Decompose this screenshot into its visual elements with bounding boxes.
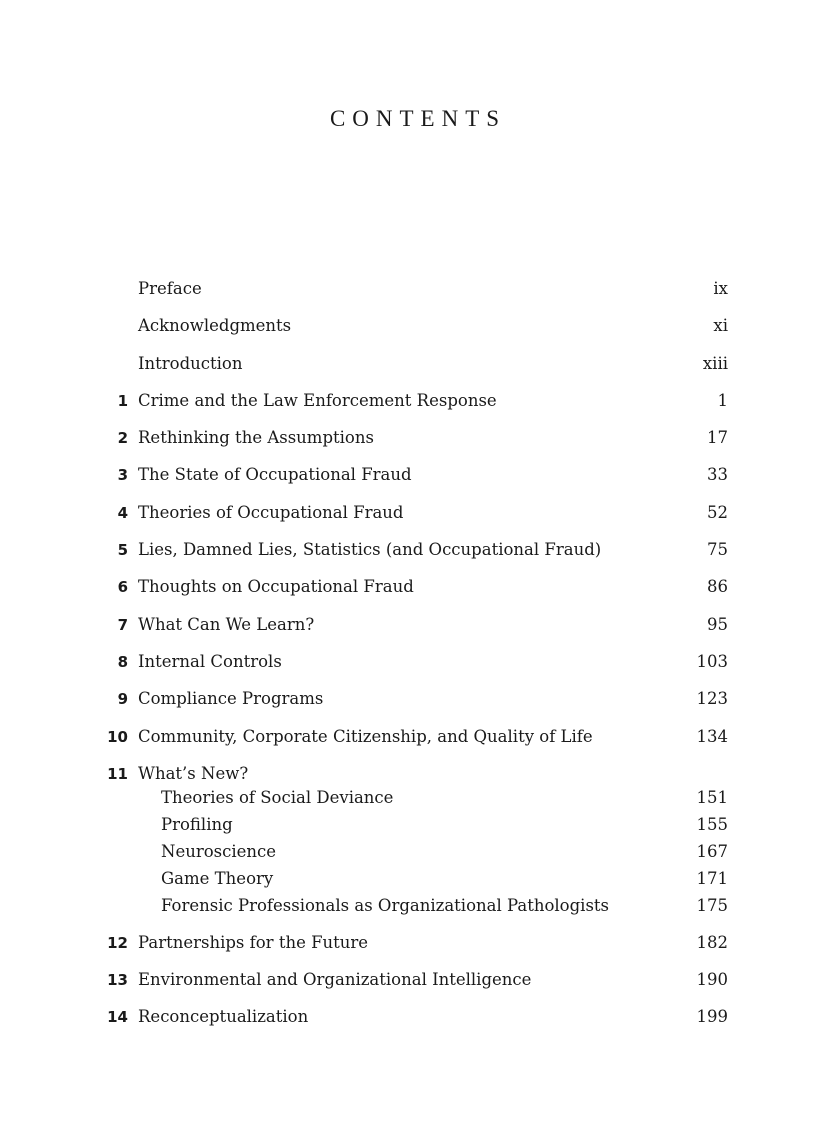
chapter-title: Partnerships for the Future (138, 932, 369, 952)
toc-entry-preface[interactable] (104, 277, 728, 314)
section-title: Forensic Professionals as Organizational Pathologists (161, 895, 610, 915)
chapter-title: Compliance Programs (138, 689, 324, 709)
entry-page-number: 151 (696, 787, 728, 807)
section-title: Theories of Social Deviance (161, 787, 394, 807)
toc-entry-acknowledgments[interactable] (104, 314, 728, 351)
toc-entry-chapter-10[interactable] (104, 725, 728, 762)
entry-page-number: 103 (696, 651, 728, 671)
section-title: Game Theory (161, 868, 274, 888)
toc-subentry[interactable] (104, 867, 728, 894)
toc-entry-chapter-6[interactable] (104, 575, 728, 612)
toc-subentry[interactable] (104, 786, 728, 813)
chapter-title: Internal Controls (138, 651, 282, 671)
chapter-title: Lies, Damned Lies, Statistics (and Occupational Fraud) (138, 540, 602, 560)
entry-page-number: 1 (717, 390, 728, 410)
entry-title: Preface (138, 279, 202, 298)
toc-subentry[interactable] (104, 813, 728, 840)
toc-entry-chapter-8[interactable] (104, 650, 728, 687)
entry-page-number: 75 (707, 540, 728, 560)
chapter-number: 8 (117, 652, 128, 671)
chapter-number: 13 (107, 971, 128, 990)
chapter-number: 12 (107, 933, 128, 952)
toc-subentry[interactable] (104, 840, 728, 867)
entry-page-number: 86 (707, 577, 728, 597)
toc-entry-chapter-13[interactable] (104, 968, 728, 1005)
chapter-number: 11 (107, 764, 128, 783)
entry-page-number: 134 (696, 726, 728, 746)
chapter-title: Reconceptualization (138, 1007, 309, 1027)
entry-page-number: 33 (707, 465, 728, 485)
toc-entry-chapter-5[interactable] (104, 538, 728, 575)
toc-entry-introduction[interactable] (104, 352, 728, 389)
chapter-number: 3 (117, 466, 128, 485)
entry-page-number: xiii (702, 353, 728, 373)
entry-title: Acknowledgments (138, 316, 292, 336)
section-title: Neuroscience (161, 841, 277, 861)
toc-subentry[interactable] (104, 894, 728, 921)
table-of-contents (104, 277, 728, 1043)
toc-entry-chapter-2[interactable] (104, 426, 728, 463)
chapter-title: What’s New? (138, 763, 249, 783)
chapter-title: Rethinking the Assumptions (138, 428, 374, 448)
entry-page-number: 17 (707, 428, 728, 448)
entry-page-number: 175 (696, 895, 728, 915)
entry-page-number: ix (713, 279, 728, 298)
chapter-title: Crime and the Law Enforcement Response (138, 390, 497, 410)
entry-title: Introduction (138, 353, 243, 373)
page-title: CONTENTS (329, 106, 507, 131)
chapter-number: 7 (117, 615, 128, 634)
entry-page-number: 155 (696, 814, 728, 834)
chapter-number: 4 (117, 503, 128, 522)
toc-entry-chapter-3[interactable] (104, 463, 728, 500)
toc-entry-chapter-14[interactable] (104, 1005, 728, 1042)
entry-page-number: 167 (696, 841, 728, 861)
chapter-number: 1 (117, 391, 128, 410)
chapter-number: 9 (117, 690, 128, 709)
chapter-title: What Can We Learn? (138, 614, 315, 634)
section-title: Profiling (161, 814, 233, 834)
chapter-title: Theories of Occupational Fraud (138, 502, 404, 522)
entry-page-number: 190 (696, 970, 728, 990)
chapter-title: Thoughts on Occupational Fraud (138, 577, 414, 597)
chapter-title: Environmental and Organizational Intelligence (138, 970, 532, 990)
entry-page-number: 199 (696, 1007, 728, 1027)
chapter-number: 10 (107, 727, 128, 746)
toc-entry-chapter-9[interactable] (104, 687, 728, 724)
chapter-title: Community, Corporate Citizenship, and Quality of Life (138, 726, 593, 746)
chapter-number: 2 (117, 429, 128, 448)
toc-entry-chapter-4[interactable] (104, 501, 728, 538)
entry-page-number: 95 (707, 614, 728, 634)
toc-entry-chapter-11[interactable] (104, 762, 728, 931)
chapter-number: 14 (107, 1008, 128, 1027)
chapter-11-sections (104, 762, 728, 921)
chapter-number: 6 (117, 578, 128, 597)
chapter-number: 5 (117, 541, 128, 560)
toc-entry-chapter-7[interactable] (104, 613, 728, 650)
toc-entry-chapter-1[interactable] (104, 389, 728, 426)
entry-page-number: 182 (696, 932, 728, 952)
chapter-title: The State of Occupational Fraud (138, 465, 412, 485)
toc-entry-chapter-12[interactable] (104, 931, 728, 968)
entry-page-number: 171 (696, 868, 728, 888)
entry-page-number: xi (713, 316, 728, 336)
entry-page-number: 52 (707, 502, 728, 522)
entry-page-number: 123 (696, 689, 728, 709)
